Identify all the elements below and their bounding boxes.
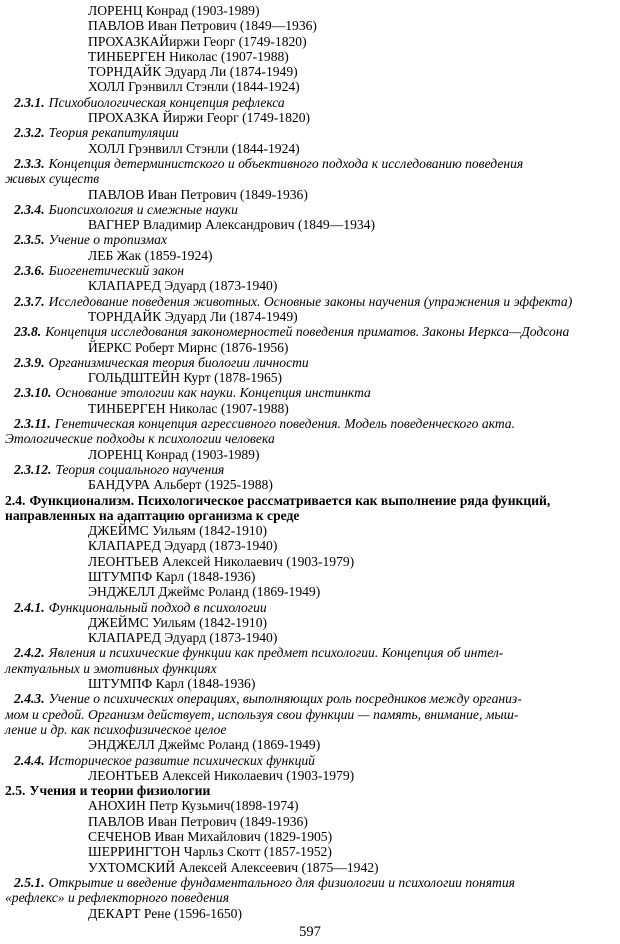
section-entry-continuation bbox=[0, 707, 620, 722]
section-number: 2.3.3. bbox=[14, 155, 45, 171]
entry-text: Функционализм. Психологическое рассматривается как выполнение ряда функций, bbox=[29, 492, 551, 508]
section-entry bbox=[0, 232, 620, 247]
section-entry bbox=[0, 385, 620, 400]
entry-text: Функциональный подход в психологии bbox=[48, 599, 267, 615]
section-number: 2.3.7. bbox=[14, 293, 45, 309]
person-entry bbox=[0, 676, 620, 691]
section-number: 2.4.3. bbox=[14, 691, 45, 707]
section-number: 2.3.2. bbox=[14, 125, 45, 141]
person-entry bbox=[0, 110, 620, 125]
section-number: 2.4.2. bbox=[14, 645, 45, 661]
section-entry bbox=[0, 645, 620, 660]
person-entry bbox=[0, 906, 620, 921]
section-number: 2.3.5. bbox=[14, 232, 45, 248]
person-entry bbox=[0, 64, 620, 79]
section-entry-continuation bbox=[0, 171, 620, 186]
section-entry bbox=[0, 875, 620, 890]
entry-text: Концепция детерминистского и объективного подхода к исследованию поведения bbox=[48, 155, 524, 171]
person-entry bbox=[0, 814, 620, 829]
person-entry bbox=[0, 34, 620, 49]
person-name-text: ЭНДЖЕЛЛ Джеймс Роланд (1869-1949) bbox=[88, 737, 321, 753]
section-entry-continuation bbox=[0, 890, 620, 905]
table-of-contents bbox=[0, 3, 620, 921]
person-entry bbox=[0, 737, 620, 752]
entry-text: направленных на адаптацию организма к среде bbox=[5, 507, 300, 523]
person-entry bbox=[0, 584, 620, 599]
person-name-text: УХТОМСКИЙ Алексей Алексеевич (1875—1942) bbox=[88, 859, 379, 875]
section-number: 2.5. bbox=[5, 783, 26, 799]
section-entry bbox=[0, 691, 620, 706]
person-entry bbox=[0, 401, 620, 416]
section-entry-continuation bbox=[0, 431, 620, 446]
person-entry bbox=[0, 768, 620, 783]
person-name-text: КЛАПАРЕД Эдуард (1873-1940) bbox=[88, 538, 278, 554]
section-entry bbox=[0, 263, 620, 278]
person-name-text: ХОЛЛ Грэнвилл Стэнли (1844-1924) bbox=[88, 79, 300, 95]
person-name-text: ТИНБЕРГЕН Николас (1907-1988) bbox=[88, 400, 289, 416]
person-name-text: ЭНДЖЕЛЛ Джеймс Роланд (1869-1949) bbox=[88, 584, 321, 600]
person-name-text: ВАГНЕР Владимир Александрович (1849—1934) bbox=[88, 217, 375, 233]
person-name-text: АНОХИН Петр Кузьмич(1898-1974) bbox=[88, 798, 299, 814]
person-entry bbox=[0, 798, 620, 813]
person-entry bbox=[0, 370, 620, 385]
person-name-text: ШТУМПФ Карл (1848-1936) bbox=[88, 568, 256, 584]
section-entry bbox=[0, 294, 620, 309]
person-name-text: ЛОРЕНЦ Конрад (1903-1989) bbox=[88, 3, 260, 18]
entry-text: Концепция исследования закономерностей поведения приматов. Законы Иеркса—Додсона bbox=[45, 324, 570, 340]
entry-text: Основание этологии как науки. Концепция инстинкта bbox=[55, 385, 371, 401]
entry-text: Генетическая концепция агрессивного поведения. Модель поведенческого акта. bbox=[54, 416, 516, 432]
entry-text: «рефлекс» и рефлекторного поведения bbox=[5, 890, 230, 906]
section-number: 23.8. bbox=[14, 324, 42, 340]
section-number: 2.4.1. bbox=[14, 599, 45, 615]
section-entry bbox=[0, 416, 620, 431]
person-name-text: ЙЕРКС Роберт Мирнс (1876-1956) bbox=[88, 339, 289, 355]
person-name-text: ДЖЕЙМС Уильям (1842-1910) bbox=[88, 614, 268, 630]
section-entry bbox=[0, 202, 620, 217]
person-name-text: ЛЕБ Жак (1859-1924) bbox=[88, 247, 213, 263]
entry-text: Открытие и введение фундаментального для физиологии и психологии понятия bbox=[48, 874, 515, 890]
person-name-text: КЛАПАРЕД Эдуард (1873-1940) bbox=[88, 630, 278, 646]
person-name-text: ДЖЕЙМС Уильям (1842-1910) bbox=[88, 523, 268, 539]
person-entry bbox=[0, 844, 620, 859]
section-number: 2.4. bbox=[5, 492, 26, 508]
person-name-text: ПРОХАЗКАЙиржи Георг (1749-1820) bbox=[88, 33, 307, 49]
person-name-text: СЕЧЕНОВ Иван Михайлович (1829-1905) bbox=[88, 829, 333, 845]
person-name-text: ДЕКАРТ Рене (1596-1650) bbox=[88, 905, 242, 921]
person-entry bbox=[0, 49, 620, 64]
section-entry bbox=[0, 355, 620, 370]
person-entry bbox=[0, 340, 620, 355]
person-name-text: ШТУМПФ Карл (1848-1936) bbox=[88, 676, 256, 692]
person-name-text: ШЕРРИНГТОН Чарльз Скотт (1857-1952) bbox=[88, 844, 332, 860]
person-entry bbox=[0, 278, 620, 293]
person-entry bbox=[0, 3, 620, 18]
section-entry bbox=[0, 95, 620, 110]
person-entry bbox=[0, 477, 620, 492]
person-name-text: ПАВЛОВ Иван Петрович (1849—1936) bbox=[88, 18, 317, 34]
chapter-heading-continuation bbox=[0, 508, 620, 523]
person-entry bbox=[0, 79, 620, 94]
section-entry bbox=[0, 324, 620, 339]
section-entry-continuation bbox=[0, 722, 620, 737]
section-number: 2.4.4. bbox=[14, 752, 45, 768]
person-entry bbox=[0, 309, 620, 324]
person-entry bbox=[0, 18, 620, 33]
person-entry bbox=[0, 569, 620, 584]
section-number: 2.3.9. bbox=[14, 354, 45, 370]
chapter-heading bbox=[0, 783, 620, 798]
person-name-text: ТОРНДАЙК Эдуард Ли (1874-1949) bbox=[88, 308, 298, 324]
section-entry bbox=[0, 462, 620, 477]
entry-text: Явления и психические функции как предмет психологии. Концепция об интел- bbox=[48, 645, 504, 661]
person-name-text: ЛЕОНТЬЕВ Алексей Николаевич (1903-1979) bbox=[88, 553, 355, 569]
section-number: 2.3.1. bbox=[14, 94, 45, 110]
entry-text: живых существ bbox=[5, 171, 100, 187]
person-name-text: ТИНБЕРГЕН Николас (1907-1988) bbox=[88, 48, 289, 64]
person-entry bbox=[0, 615, 620, 630]
person-name-text: ХОЛЛ Грэнвилл Стэнли (1844-1924) bbox=[88, 140, 300, 156]
person-entry bbox=[0, 187, 620, 202]
entry-text: Теория рекапитуляции bbox=[48, 125, 179, 141]
person-name-text: ПРОХАЗКА Йиржи Георг (1749-1820) bbox=[88, 110, 311, 126]
entry-text: лектуальных и эмотивных функциях bbox=[5, 660, 217, 676]
person-name-text: ЛОРЕНЦ Конрад (1903-1989) bbox=[88, 446, 260, 462]
entry-text: Исследование поведения животных. Основные законы научения (упражнения и эффекта) bbox=[48, 293, 573, 309]
section-number: 2.3.11. bbox=[14, 416, 51, 432]
person-entry bbox=[0, 447, 620, 462]
entry-text: Теория социального научения bbox=[55, 461, 225, 477]
page-number: 597 bbox=[299, 924, 321, 940]
entry-text: Учение о тропизмах bbox=[48, 232, 167, 248]
entry-text: Учения и теории физиологии bbox=[29, 783, 211, 799]
section-number: 2.3.4. bbox=[14, 201, 45, 217]
entry-text: ление и др. как психофизическое целое bbox=[5, 721, 227, 737]
entry-text: Учение о психических операциях, выполняющих роль посредников между организ- bbox=[48, 691, 522, 707]
person-entry bbox=[0, 538, 620, 553]
person-name-text: ЛЕОНТЬЕВ Алексей Николаевич (1903-1979) bbox=[88, 767, 355, 783]
section-entry bbox=[0, 125, 620, 140]
person-name-text: КЛАПАРЕД Эдуард (1873-1940) bbox=[88, 278, 278, 294]
person-entry bbox=[0, 630, 620, 645]
person-entry bbox=[0, 248, 620, 263]
person-name-text: БАНДУРА Альберт (1925-1988) bbox=[88, 477, 273, 493]
entry-text: Психобиологическая концепция рефлекса bbox=[48, 94, 285, 110]
section-entry bbox=[0, 156, 620, 171]
person-entry bbox=[0, 141, 620, 156]
entry-text: Историческое развитие психических функций bbox=[48, 752, 315, 768]
entry-text: Биопсихология и смежные науки bbox=[48, 201, 238, 217]
person-name-text: ТОРНДАЙК Эдуард Ли (1874-1949) bbox=[88, 64, 298, 80]
person-entry bbox=[0, 829, 620, 844]
entry-text: Организмическая теория биологии личности bbox=[48, 354, 309, 370]
person-name-text: ПАВЛОВ Иван Петрович (1849-1936) bbox=[88, 186, 308, 202]
chapter-heading bbox=[0, 493, 620, 508]
section-entry-continuation bbox=[0, 661, 620, 676]
entry-text: Этологические подходы к психологии человека bbox=[5, 431, 275, 447]
person-entry bbox=[0, 860, 620, 875]
section-entry bbox=[0, 600, 620, 615]
person-entry bbox=[0, 554, 620, 569]
person-entry bbox=[0, 217, 620, 232]
section-number: 2.3.10. bbox=[14, 385, 52, 401]
person-name-text: ГОЛЬДШТЕЙН Курт (1878-1965) bbox=[88, 370, 283, 386]
entry-text: мом и средой. Организм действует, используя свои функции — память, внимание, мыш- bbox=[5, 706, 519, 722]
entry-text: Биогенетический закон bbox=[48, 263, 185, 279]
person-name-text: ПАВЛОВ Иван Петрович (1849-1936) bbox=[88, 813, 308, 829]
section-number: 2.3.6. bbox=[14, 263, 45, 279]
section-number: 2.5.1. bbox=[14, 874, 45, 890]
person-entry bbox=[0, 523, 620, 538]
section-number: 2.3.12. bbox=[14, 461, 52, 477]
section-entry bbox=[0, 753, 620, 768]
